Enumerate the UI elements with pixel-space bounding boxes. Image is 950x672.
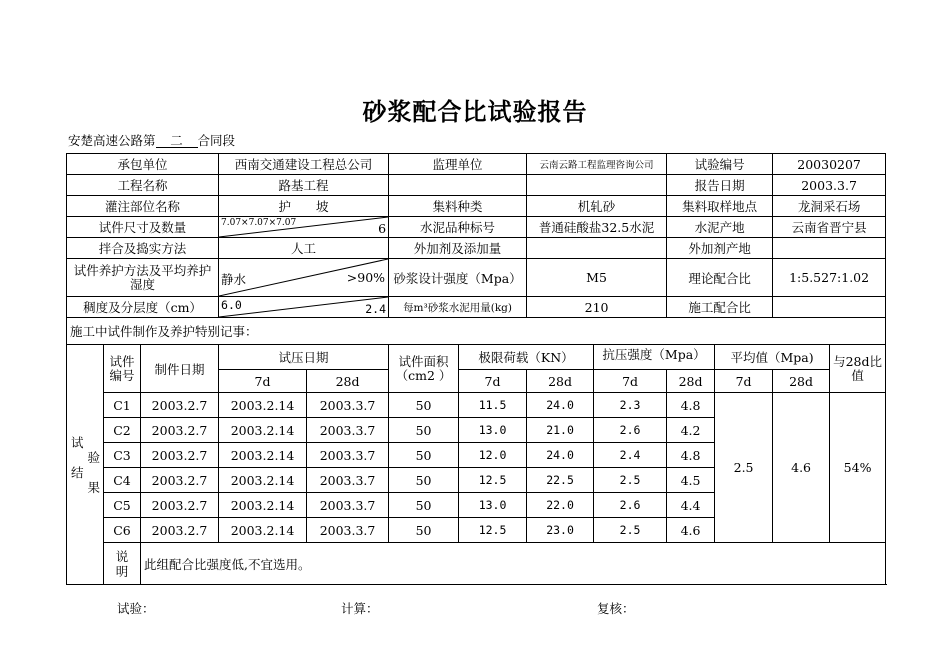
side-char: 果 (87, 479, 100, 495)
header-ratio28: 与28d比值 (830, 345, 886, 393)
strength-7d: 2.6 (594, 418, 667, 443)
header-specimen-no: 试件编号 (104, 345, 141, 393)
header-avg-28d: 28d (773, 370, 830, 393)
area: 50 (389, 418, 459, 443)
mixing-method-label: 拌合及捣实方法 (67, 238, 219, 259)
cement-per-m3-value: 210 (527, 297, 667, 318)
contract-section (68, 131, 235, 149)
make-date: 2003.2.7 (141, 518, 219, 543)
aggregate-source-label: 集料取样地点 (667, 196, 773, 217)
notes-label: 施工中试件制作及养护特别记事： (67, 318, 886, 345)
specimen-no: C5 (104, 493, 141, 518)
specimen-no: C3 (104, 443, 141, 468)
test-date-28d: 2003.3.7 (307, 468, 389, 493)
area: 50 (389, 443, 459, 468)
test-date-28d: 2003.3.7 (307, 518, 389, 543)
contract-suffix: 合同段 (197, 133, 236, 148)
area: 50 (389, 393, 459, 418)
specimen-no: C2 (104, 418, 141, 443)
area: 50 (389, 468, 459, 493)
empty-cell (527, 175, 667, 196)
side-char: 说 (115, 548, 129, 564)
strength-28d: 4.5 (667, 468, 715, 493)
info-row (67, 259, 886, 297)
report-title: 砂浆配合比试验报告 (362, 97, 588, 126)
contract-prefix: 安楚高速公路第 (68, 133, 156, 148)
notes-row (67, 318, 886, 345)
load-28d: 24.0 (527, 393, 594, 418)
make-date: 2003.2.7 (141, 468, 219, 493)
load-28d: 23.0 (527, 518, 594, 543)
info-row (67, 154, 886, 175)
contract-section-number: 二 (156, 134, 198, 148)
cement-origin-value: 云南省晋宁县 (773, 217, 886, 238)
info-row (67, 175, 886, 196)
results-header-row (67, 345, 886, 370)
aggregate-type-label: 集料种类 (389, 196, 527, 217)
strength-7d: 2.3 (594, 393, 667, 418)
load-28d: 21.0 (527, 418, 594, 443)
test-date-28d: 2003.3.7 (307, 393, 389, 418)
strength-28d: 4.2 (667, 418, 715, 443)
specimen-size-value: 7.07×7.07×7.07 (221, 218, 297, 228)
header-load-28d: 28d (527, 370, 594, 393)
strength-28d: 4.8 (667, 393, 715, 418)
test-no-label: 试验编号 (667, 154, 773, 175)
side-char: 试 (71, 434, 84, 450)
admixture-origin-value (773, 238, 886, 259)
average-28d: 4.6 (773, 393, 830, 543)
info-row (67, 297, 886, 318)
mixing-method-value: 人工 (219, 238, 389, 259)
side-char: 结 (71, 464, 84, 480)
test-date-7d: 2003.2.14 (219, 393, 307, 418)
make-date: 2003.2.7 (141, 443, 219, 468)
cement-per-m3-label: 每m³砂浆水泥用量(kg) (389, 297, 527, 318)
info-row (67, 238, 886, 259)
header-load: 极限荷载（KN） (459, 345, 594, 370)
specimen-no: C1 (104, 393, 141, 418)
load-7d: 12.5 (459, 468, 527, 493)
load-7d: 13.0 (459, 418, 527, 443)
remark-row (67, 543, 886, 585)
header-test-date: 试压日期 (219, 345, 389, 370)
header-area: 试件面积（cm2 ） (389, 345, 459, 393)
supervisor-label: 监理单位 (389, 154, 527, 175)
header-avg-7d: 7d (715, 370, 773, 393)
diagonal-line (219, 297, 388, 317)
remark-side-label (104, 543, 141, 585)
make-date: 2003.2.7 (141, 418, 219, 443)
results-side-label (67, 345, 104, 585)
average-7d: 2.5 (715, 393, 773, 543)
side-char: 明 (115, 563, 129, 579)
curing-humidity-value: >90% (346, 270, 386, 285)
curing-label: 试件养护方法及平均养护湿度 (67, 259, 219, 297)
supervisor-value: 云南云路工程监理咨询公司 (527, 154, 667, 175)
test-date-7d: 2003.2.14 (219, 468, 307, 493)
tester-label: 试验： (117, 601, 155, 616)
remark-text: 此组配合比强度低,不宜选用。 (141, 543, 886, 585)
test-date-7d: 2003.2.14 (219, 443, 307, 468)
consistency-cell (219, 297, 389, 318)
table-row (67, 393, 886, 418)
header-average: 平均值（Mpa) (715, 345, 830, 370)
make-date: 2003.2.7 (141, 393, 219, 418)
test-no-value: 20030207 (773, 154, 886, 175)
admixture-value (527, 238, 667, 259)
ratio-28d: 54% (830, 393, 886, 543)
header-strength: 抗压强度（Mpa） (594, 345, 715, 370)
specimen-size-label: 试件尺寸及数量 (67, 217, 219, 238)
info-row (67, 196, 886, 217)
test-date-7d: 2003.2.14 (219, 418, 307, 443)
calculator-label: 计算： (341, 601, 379, 616)
design-strength-label: 砂浆设计强度（Mpa） (389, 259, 527, 297)
load-7d: 11.5 (459, 393, 527, 418)
load-28d: 22.5 (527, 468, 594, 493)
cement-type-value: 普通硅酸盐32.5水泥 (527, 217, 667, 238)
aggregate-source-value: 龙洞采石场 (773, 196, 886, 217)
contractor-value: 西南交通建设工程总公司 (219, 154, 389, 175)
aggregate-type-value: 机轧砂 (527, 196, 667, 217)
strength-28d: 4.4 (667, 493, 715, 518)
test-date-28d: 2003.3.7 (307, 418, 389, 443)
make-date: 2003.2.7 (141, 493, 219, 518)
side-char: 验 (87, 449, 100, 465)
design-strength-value: M5 (527, 259, 667, 297)
pour-part-label: 灌注部位名称 (67, 196, 219, 217)
test-date-28d: 2003.3.7 (307, 443, 389, 468)
strength-28d: 4.6 (667, 518, 715, 543)
specimen-no: C4 (104, 468, 141, 493)
load-28d: 22.0 (527, 493, 594, 518)
header-strength-28d: 28d (667, 370, 715, 393)
strength-28d: 4.8 (667, 443, 715, 468)
header-load-7d: 7d (459, 370, 527, 393)
theory-ratio-value: 1:5.527:1.02 (773, 259, 886, 297)
strength-7d: 2.6 (594, 493, 667, 518)
layering-value: 2.4 (365, 302, 387, 316)
pour-part-value: 护 坡 (219, 196, 389, 217)
report-date-label: 报告日期 (667, 175, 773, 196)
header-strength-7d: 7d (594, 370, 667, 393)
consistency-value: 6.0 (221, 298, 242, 312)
project-name-value: 路基工程 (219, 175, 389, 196)
load-7d: 12.0 (459, 443, 527, 468)
admixture-origin-label: 外加剂产地 (667, 238, 773, 259)
specimen-size-cell (219, 217, 389, 238)
construction-ratio-value (773, 297, 886, 318)
admixture-label: 外加剂及添加量 (389, 238, 527, 259)
curing-cell (219, 259, 389, 297)
reviewer-label: 复核： (597, 601, 635, 616)
strength-7d: 2.5 (594, 518, 667, 543)
header-test-28d: 28d (307, 370, 389, 393)
empty-cell (389, 175, 527, 196)
report-date-value: 2003.3.7 (773, 175, 886, 196)
report-table (66, 153, 886, 585)
specimen-no: C6 (104, 518, 141, 543)
curing-method-value: 静水 (221, 272, 247, 287)
theory-ratio-label: 理论配合比 (667, 259, 773, 297)
load-7d: 12.5 (459, 518, 527, 543)
load-28d: 24.0 (527, 443, 594, 468)
test-date-7d: 2003.2.14 (219, 518, 307, 543)
project-name-label: 工程名称 (67, 175, 219, 196)
specimen-count-value: 6 (378, 221, 387, 236)
header-make-date: 制件日期 (141, 345, 219, 393)
area: 50 (389, 518, 459, 543)
cement-type-label: 水泥品种标号 (389, 217, 527, 238)
construction-ratio-label: 施工配合比 (667, 297, 773, 318)
strength-7d: 2.5 (594, 468, 667, 493)
area: 50 (389, 493, 459, 518)
test-date-7d: 2003.2.14 (219, 493, 307, 518)
load-7d: 13.0 (459, 493, 527, 518)
header-test-7d: 7d (219, 370, 307, 393)
cement-origin-label: 水泥产地 (667, 217, 773, 238)
contractor-label: 承包单位 (67, 154, 219, 175)
consistency-label: 稠度及分层度（cm） (67, 297, 219, 318)
strength-7d: 2.4 (594, 443, 667, 468)
test-date-28d: 2003.3.7 (307, 493, 389, 518)
info-row (67, 217, 886, 238)
